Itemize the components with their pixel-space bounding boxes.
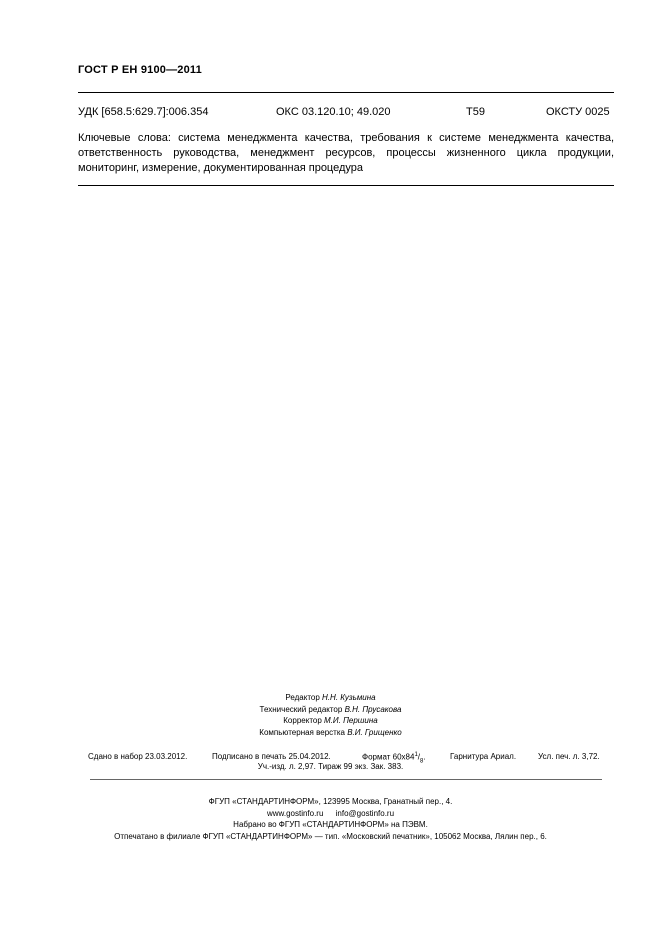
udk-code: УДК [658.5:629.7]:006.354 (78, 106, 209, 118)
publisher-website[interactable]: www.gostinfo.ru (266, 808, 324, 818)
credit-editor: Редактор Н.Н. Кузьмина (285, 693, 376, 702)
credit-layout: Компьютерная верстка В.И. Грищенко (259, 727, 402, 737)
printed-info: Отпечатано в филиале ФГУП «СТАНДАРТИНФОРМ» — тип. «Московский печатник», 105062 Москва, Лялин пер., 6. (114, 831, 547, 841)
keywords-paragraph: Ключевые слова: система менеджмента качества, требования к системе менеджмента качества, ответственность руководства, менеджмент ресурсов, процессы жизненного цикла продукции, мониторинг, измерение, документированная процедура (78, 132, 614, 174)
t-code: Т59 (466, 106, 485, 118)
bottom-divider (90, 779, 602, 780)
submitted-date: Сдано в набор 23.03.2012. (88, 752, 188, 761)
format-info: Формат $60x84^1/_8$. (362, 752, 426, 765)
publisher-email[interactable]: info@gostinfo.ru (335, 808, 395, 818)
publisher-contacts (0, 808, 661, 820)
credit-tech-editor: Технический редактор В.Н. Прусакова (259, 704, 402, 714)
top-divider (78, 92, 614, 93)
signed-date: Подписано в печать 25.04.2012. (212, 752, 331, 761)
publisher-block (0, 796, 661, 842)
sheets-info: Усл. печ. л. 3,72. (538, 752, 600, 761)
credit-corrector: Корректор М.И. Першина (283, 716, 378, 726)
print-run-info: Уч.-изд. л. 2,97. Тираж 99 экз. Зак. 383. (257, 762, 404, 771)
okstu-code: ОКСТУ 0025 (546, 106, 610, 118)
oks-code: ОКС 03.120.10; 49.020 (276, 106, 391, 118)
keywords-divider (78, 185, 614, 186)
credits-block (0, 692, 661, 738)
publisher-address: ФГУП «СТАНДАРТИНФОРМ», 123995 Москва, Гранатный пер., 4. (208, 797, 453, 806)
typeset-info: Набрано во ФГУП «СТАНДАРТИНФОРМ» на ПЭВМ. (233, 820, 428, 830)
document-title: ГОСТ Р ЕН 9100—2011 (78, 64, 202, 76)
typeface-info: Гарнитура Ариал. (450, 752, 517, 761)
